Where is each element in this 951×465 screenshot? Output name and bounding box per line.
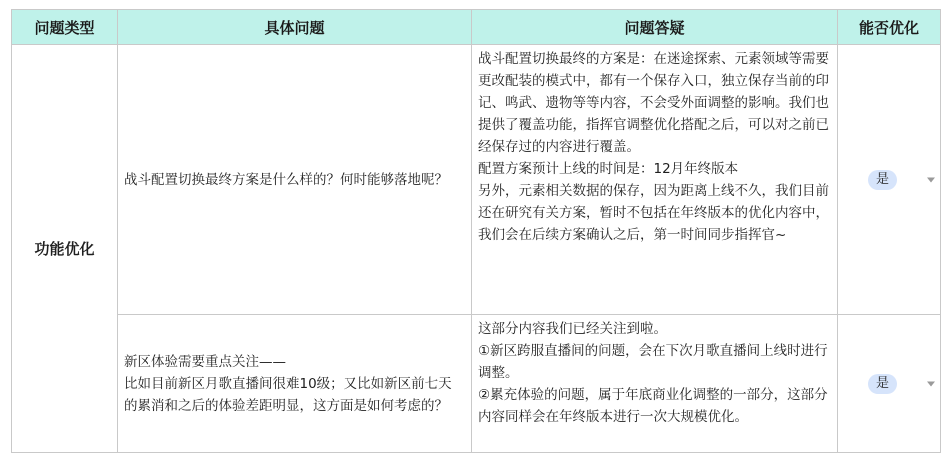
optimize-select[interactable] (838, 315, 941, 453)
category-cell: 功能优化 (12, 45, 118, 453)
answer-text: 配置方案预计上线的时间是：12月年终版本 (478, 161, 739, 177)
qa-table (11, 9, 941, 453)
answer-text: 这部分内容我们已经关注到啦。 (478, 321, 667, 337)
optimize-badge: 是 (868, 374, 897, 394)
question-cell (118, 45, 472, 315)
question-text: 比如目前新区月歌直播间很难10级；又比如新区前七天的累消和之后的体验差距明显，这方面是如何考虑的？ (124, 375, 452, 414)
question-cell (118, 315, 472, 453)
chevron-down-icon[interactable] (927, 177, 935, 182)
table-row (12, 45, 941, 315)
header-answer: 问题答疑 (472, 10, 838, 45)
header-type: 问题类型 (12, 10, 118, 45)
answer-text: 另外，元素相关数据的保存，因为距离上线不久，我们目前还在研究有关方案，暂时不包括在年终版本的优化内容中，我们会在后续方案确认之后，第一时间同步指挥官~ (478, 183, 829, 243)
header-optimize: 能否优化 (838, 10, 941, 45)
answer-cell (472, 315, 838, 453)
answer-text: 战斗配置切换最终的方案是：在迷途探索、元素领域等需要更改配装的模式中，都有一个保存入口，独立保存当前的印记、鸣武、遗物等等内容，不会受外面调整的影响。我们也提供了覆盖功能，指挥官调整优化搭配之后，可以对之前已经保存过的内容进行覆盖。 (478, 51, 829, 155)
answer-text: ②累充体验的问题，属于年底商业化调整的一部分，这部分内容同样会在年终版本进行一次大规模优化。 (478, 387, 828, 425)
question-text: 新区体验需要重点关注—— (124, 353, 286, 370)
header-row (12, 10, 941, 45)
optimize-select[interactable] (838, 45, 941, 315)
qa-table-wrapper (11, 9, 941, 453)
chevron-down-icon[interactable] (927, 381, 935, 386)
question-text: 战斗配置切换最终方案是什么样的？何时能够落地呢？ (124, 171, 448, 188)
answer-cell (472, 45, 838, 315)
answer-text: ①新区跨服直播间的问题，会在下次月歌直播间上线时进行调整。 (478, 343, 828, 381)
header-question: 具体问题 (118, 10, 472, 45)
table-row (12, 315, 941, 453)
optimize-badge: 是 (868, 170, 897, 190)
